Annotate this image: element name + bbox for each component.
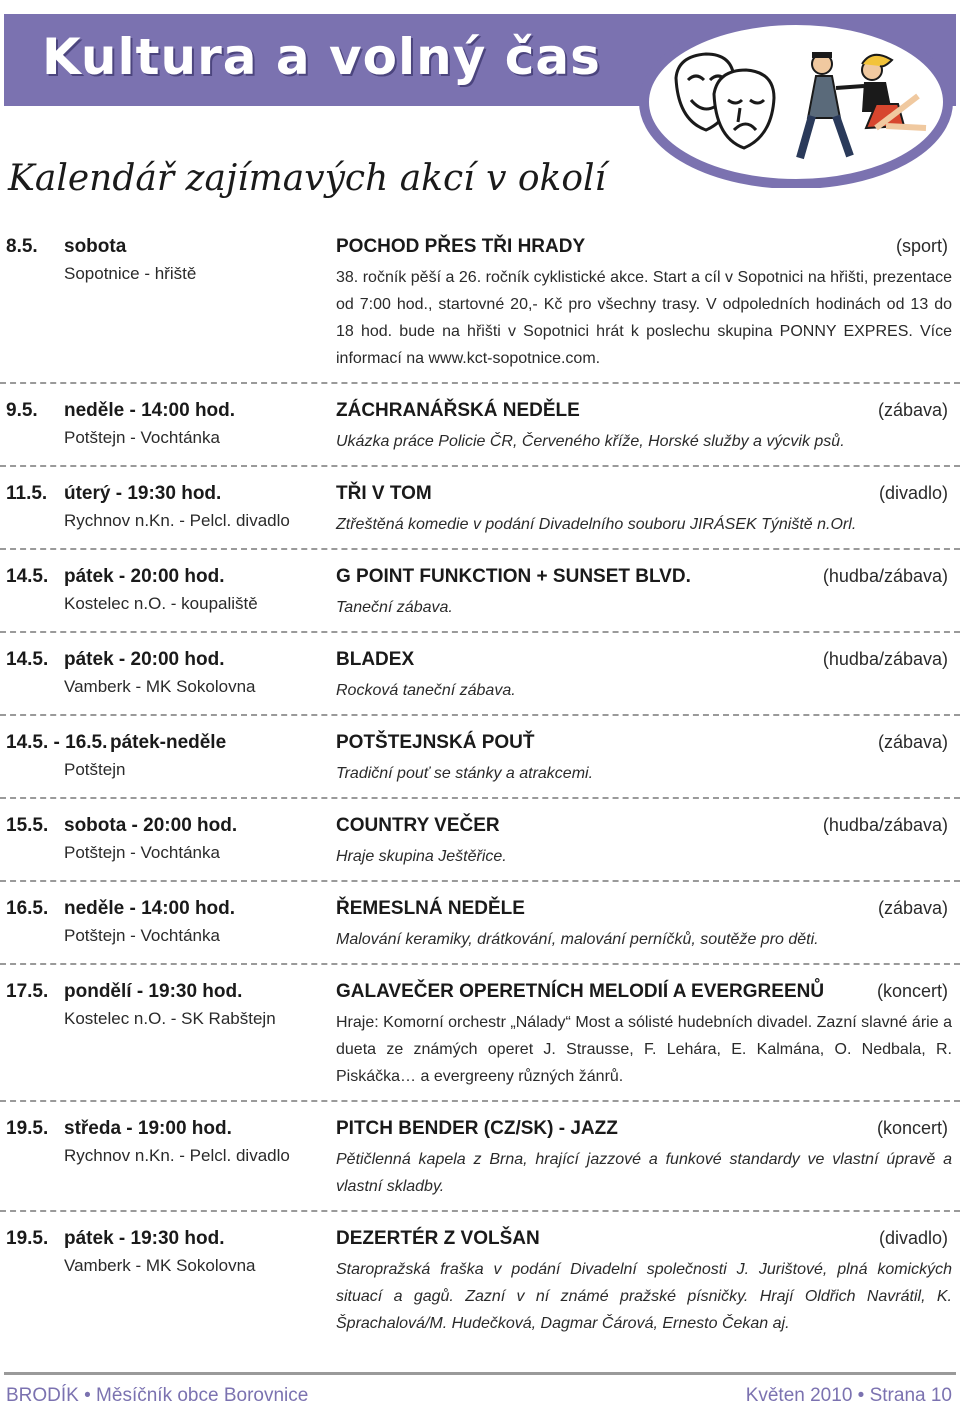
event-description: Ukázka práce Policie ČR, Červeného kříže, Horské služby a výcvik psů. xyxy=(336,433,845,450)
event-title: TŘI V TOM xyxy=(336,483,432,504)
event-place: Rychnov n.Kn. - Pelcl. divadlo xyxy=(64,511,290,530)
event-day: pátek-neděle xyxy=(110,732,227,753)
event-date: 16.5. xyxy=(6,898,49,919)
event-title: POTŠTEJNSKÁ POUŤ xyxy=(336,732,535,753)
event-row xyxy=(0,815,960,882)
illustration-svg xyxy=(636,8,956,188)
event-description: Tradiční pouť se stánky a atrakcemi. xyxy=(336,765,594,782)
event-place: Sopotnice - hřiště xyxy=(64,264,197,283)
event-day: pátek - 20:00 hod. xyxy=(64,649,225,670)
event-title: ŘEMESLNÁ NEDĚLE xyxy=(336,898,525,919)
event-day: sobota - 20:00 hod. xyxy=(64,815,238,836)
event-date: 19.5. xyxy=(6,1118,49,1139)
event-title: G POINT FUNKCTION + SUNSET BLVD. xyxy=(336,566,691,587)
event-list xyxy=(0,236,960,1363)
event-title: COUNTRY VEČER xyxy=(336,815,500,836)
event-day: sobota xyxy=(64,236,127,257)
footer-page-info: Květen 2010 • Strana 10 xyxy=(745,1385,952,1406)
event-category: (zábava) xyxy=(877,898,948,918)
event-title: ZÁCHRANÁŘSKÁ NEDĚLE xyxy=(336,400,580,421)
event-row xyxy=(0,732,960,799)
event-day: pátek - 19:30 hod. xyxy=(64,1228,225,1249)
event-day: pátek - 20:00 hod. xyxy=(64,566,225,587)
footer-publication: BRODÍK • Měsíčník obce Borovnice xyxy=(6,1385,309,1406)
event-title: POCHOD PŘES TŘI HRADY xyxy=(336,236,586,257)
event-place: Rychnov n.Kn. - Pelcl. divadlo xyxy=(64,1146,290,1165)
event-description: Ztřeštěná komedie v podání Divadelního souboru JIRÁSEK Týniště n.Orl. xyxy=(336,516,857,533)
event-row xyxy=(0,400,960,467)
event-title: BLADEX xyxy=(336,649,415,670)
event-description: Pětičlenná kapela z Brna, hrající jazzové a funkové standardy ve vlastní úpravě a vlastní skladby. xyxy=(336,1151,952,1195)
event-row xyxy=(0,566,960,633)
event-day: neděle - 14:00 hod. xyxy=(64,898,236,919)
event-date: 8.5. xyxy=(6,236,38,257)
event-day: pondělí - 19:30 hod. xyxy=(64,981,243,1002)
event-day: neděle - 14:00 hod. xyxy=(64,400,236,421)
event-category: (sport) xyxy=(895,236,948,256)
event-place: Vamberk - MK Sokolovna xyxy=(64,677,256,696)
event-description: Hraje: Komorní orchestr „Nálady“ Most a sólisté hudebních divadel. Zazní slavné árie a dueta ze známých operet J. Strausse, F. Lehára, E. Kalmána, O. Nedbala, R. Piskáčka… a evergreeny různých žánrů. xyxy=(336,1014,952,1085)
event-place: Vamberk - MK Sokolovna xyxy=(64,1256,256,1275)
event-category: (hudba/zábava) xyxy=(822,815,948,835)
event-date: 14.5. xyxy=(6,566,49,587)
event-place: Potštejn xyxy=(64,760,126,779)
event-date: 11.5. xyxy=(6,483,48,504)
event-category: (divadlo) xyxy=(878,483,948,503)
event-description: 38. ročník pěší a 26. ročník cyklistické akce. Start a cíl v Sopotnici na hřišti, prezentace od 7:00 hod., startovné 20,- Kč pro všechny trasy. V odpoledních hodinách od 13 do 18 hod. bude na hřišti v Sopotnici hrát k poslechu skupina PONNY EXPRES. Více informací na www.kct-sopotnice.com. xyxy=(336,269,952,367)
event-description: Malování keramiky, drátkování, malování perníčků, soutěže pro děti. xyxy=(336,931,819,948)
event-place: Kostelec n.O. - koupaliště xyxy=(64,594,258,613)
event-place: Potštejn - Vochtánka xyxy=(64,843,220,862)
event-date: 19.5. xyxy=(6,1228,49,1249)
event-category: (koncert) xyxy=(876,981,948,1001)
theatre-dance-illustration xyxy=(636,8,956,188)
event-date: 14.5. - 16.5. xyxy=(6,732,108,753)
event-place: Potštejn - Vochtánka xyxy=(64,428,220,447)
event-title: PITCH BENDER (CZ/SK) - JAZZ xyxy=(336,1118,618,1139)
event-date: 15.5. xyxy=(6,815,49,836)
event-row xyxy=(0,236,960,384)
event-day: úterý - 19:30 hod. xyxy=(64,483,222,504)
event-title: GALAVEČER OPERETNÍCH MELODIÍ A EVERGREENŮ xyxy=(336,981,825,1002)
section-title: Kultura a volný čas xyxy=(42,28,601,86)
footer-divider xyxy=(4,1372,956,1375)
event-description: Rocková taneční zábava. xyxy=(336,682,516,699)
event-date: 17.5. xyxy=(6,981,49,1002)
event-date: 9.5. xyxy=(6,400,38,421)
event-row xyxy=(0,649,960,716)
event-day: středa - 19:00 hod. xyxy=(64,1118,232,1139)
event-category: (zábava) xyxy=(877,732,948,752)
event-category: (divadlo) xyxy=(878,1228,948,1248)
event-row xyxy=(0,1228,960,1347)
event-place: Potštejn - Vochtánka xyxy=(64,926,220,945)
event-category: (hudba/zábava) xyxy=(822,566,948,586)
event-row xyxy=(0,981,960,1102)
event-title: DEZERTÉR Z VOLŠAN xyxy=(336,1228,540,1249)
event-row xyxy=(0,483,960,550)
event-date: 14.5. xyxy=(6,649,49,670)
event-description: Taneční zábava. xyxy=(336,599,453,616)
event-place: Kostelec n.O. - SK Rabštejn xyxy=(64,1009,276,1028)
event-category: (koncert) xyxy=(876,1118,948,1138)
event-category: (zábava) xyxy=(877,400,948,420)
event-description: Staropražská fraška v podání Divadelní společnosti J. Jurištové, plná komických situací a gagů. Zazní v ní známé pražské písničky. Hrají Oldřich Navrátil, K. Šprachalová/M. Hudečková, Dagmar Čárová, Ernesto Čekan aj. xyxy=(336,1261,952,1332)
event-category: (hudba/zábava) xyxy=(822,649,948,669)
event-row xyxy=(0,1118,960,1212)
event-description: Hraje skupina Ještěřice. xyxy=(336,848,507,865)
event-row xyxy=(0,898,960,965)
calendar-subtitle: Kalendář zajímavých akcí v okolí xyxy=(8,158,607,199)
